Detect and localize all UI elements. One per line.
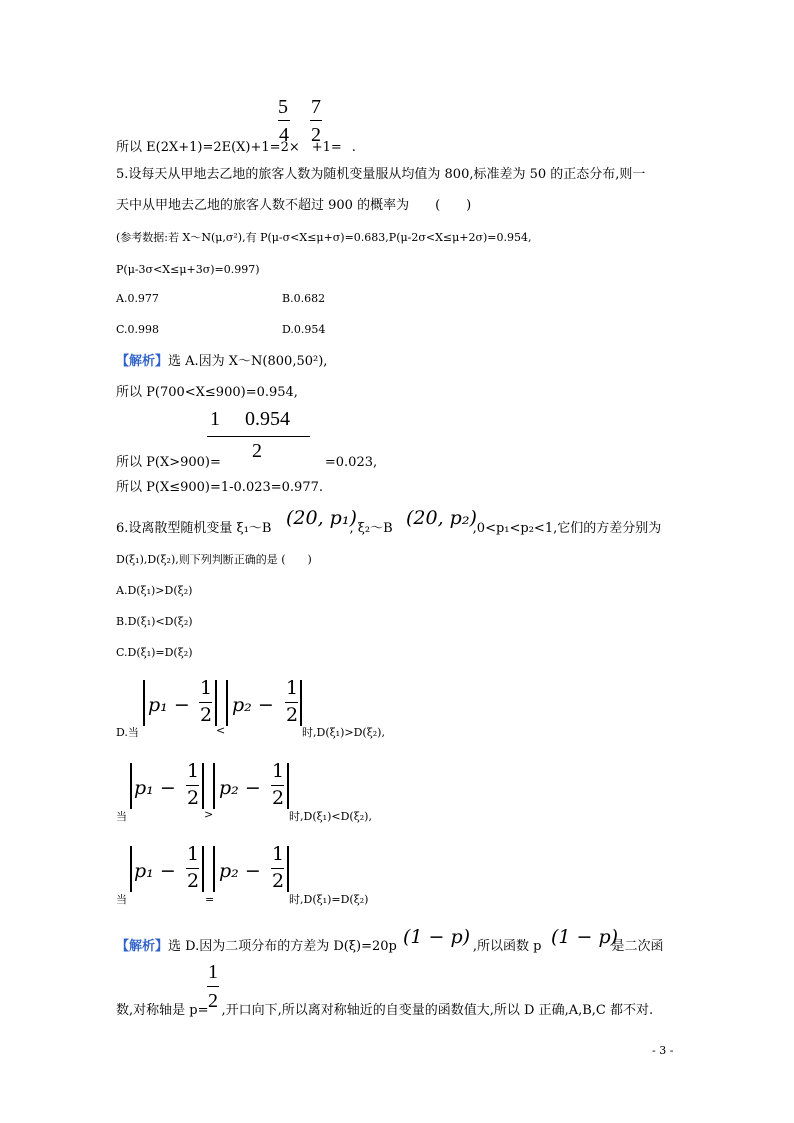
q5-fraction-bar bbox=[207, 436, 310, 437]
half-bar bbox=[186, 868, 199, 869]
abs-expr-p2: p₂ − bbox=[232, 694, 274, 716]
frac2-bar bbox=[310, 120, 322, 121]
half-denominator: 2 bbox=[187, 870, 200, 892]
q6-solution-part-a: 选 D.因为二项分布的方差为 D(ξ)=20p bbox=[168, 939, 397, 954]
q6-case2-relation: > bbox=[204, 808, 214, 821]
frac1-numerator: 5 bbox=[278, 96, 288, 118]
half-numerator: 1 bbox=[286, 677, 299, 699]
q6-stem-line1 bbox=[116, 521, 661, 537]
q5-solution-tag: 【解析】 bbox=[116, 354, 169, 369]
abs-bar-right-1 bbox=[215, 680, 217, 726]
half-denominator: 2 bbox=[286, 704, 299, 726]
q5-option-b: B.0.682 bbox=[282, 292, 326, 305]
q6-solution-part-b: ,所以函数 p bbox=[472, 939, 542, 954]
q6-option-d-relation: < bbox=[216, 724, 226, 737]
half-denominator: 2 bbox=[272, 787, 285, 809]
q5-option-a: A.0.977 bbox=[116, 292, 159, 305]
q6-binom1: (20, p₁) bbox=[286, 507, 357, 529]
q6-half-numerator: 1 bbox=[208, 961, 218, 983]
q6-solution-line1 bbox=[116, 939, 663, 955]
half-denominator: 2 bbox=[200, 704, 213, 726]
q6-half-bar bbox=[207, 986, 219, 987]
q6-case3-suffix: 时,D(ξ₁)=D(ξ₂) bbox=[289, 893, 369, 906]
abs-bar-right-1 bbox=[202, 846, 204, 892]
q5-stem-line2: 天中从甲地去乙地的旅客人数不超过 900 的概率为 ( ) bbox=[116, 198, 472, 213]
q6-option-b: B.D(ξ₁)<D(ξ₂) bbox=[116, 615, 193, 628]
q6-half-denominator: 2 bbox=[208, 990, 218, 1012]
q6-binom2: (20, p₂) bbox=[406, 507, 477, 529]
abs-expr-p2: p₂ − bbox=[219, 860, 261, 882]
q6-solution-part-c: 是二次函 bbox=[611, 939, 664, 954]
half-denominator: 2 bbox=[187, 787, 200, 809]
q6-solution-line2 bbox=[116, 1003, 653, 1019]
q6-solution2-part-b: ,开口向下,所以离对称轴近的自变量的函数值大,所以 D 正确,A,B,C 都不对. bbox=[221, 1003, 654, 1018]
half-bar bbox=[199, 702, 212, 703]
abs-bar-right-2 bbox=[300, 680, 302, 726]
abs-bar-left-1 bbox=[130, 846, 132, 892]
abs-bar-left-2 bbox=[213, 763, 215, 809]
q5-solution-line3 bbox=[116, 455, 377, 471]
half-numerator: 1 bbox=[200, 677, 213, 699]
half-numerator: 1 bbox=[272, 843, 285, 865]
q6-solution-tag: 【解析】 bbox=[116, 939, 169, 954]
frac2-numerator: 7 bbox=[311, 96, 321, 118]
q5-reference-line2: P(μ-3σ<X≤μ+3σ)=0.997) bbox=[116, 263, 260, 276]
q6-solution2-part-a: 数,对称轴是 p= bbox=[116, 1003, 209, 1018]
q6-option-a: A.D(ξ₁)>D(ξ₂) bbox=[116, 584, 193, 597]
q6-stem-part-c: ,0<p₁<p₂<1,它们的方差分别为 bbox=[472, 521, 662, 536]
half-denominator: 2 bbox=[272, 870, 285, 892]
q6-case3-relation: = bbox=[205, 893, 215, 906]
half-bar bbox=[271, 868, 284, 869]
frac1-bar bbox=[278, 120, 290, 121]
half-numerator: 1 bbox=[187, 760, 200, 782]
q5-line3-prefix: 所以 P(X>900)= bbox=[116, 455, 221, 470]
q6-case2-suffix: 时,D(ξ₁)<D(ξ₂), bbox=[289, 810, 372, 823]
abs-bar-right-2 bbox=[287, 763, 289, 809]
abs-expr-p1: p₁ − bbox=[134, 860, 176, 882]
q5-option-d: D.0.954 bbox=[282, 323, 326, 336]
abs-bar-left-2 bbox=[226, 680, 228, 726]
q6-case2-prefix: 当 bbox=[116, 810, 127, 823]
q5-solution-text1: 选 A.因为 X～N(800,50²), bbox=[168, 354, 328, 369]
q5-stem-line1: 5.设每天从甲地去乙地的旅客人数为随机变量服从均值为 800,标准差为 50 的正态分布,则一 bbox=[116, 167, 646, 182]
q6-stem-part-b: , ξ₂～B bbox=[349, 521, 393, 536]
q5-fraction-numerator: 1 0.954 bbox=[210, 408, 290, 430]
abs-expr-p2: p₂ − bbox=[219, 777, 261, 799]
q4-line-end: . bbox=[351, 140, 356, 155]
q6-option-d-suffix: 时,D(ξ₁)>D(ξ₂), bbox=[302, 726, 385, 739]
q6-solution-expr1: (1 − p) bbox=[403, 926, 471, 948]
q6-option-c: C.D(ξ₁)=D(ξ₂) bbox=[116, 646, 193, 659]
half-bar bbox=[186, 785, 199, 786]
abs-bar-right-1 bbox=[202, 763, 204, 809]
abs-bar-right-2 bbox=[287, 846, 289, 892]
abs-bar-left-1 bbox=[143, 680, 145, 726]
page-number: - 3 - bbox=[652, 1044, 674, 1057]
q6-option-d-prefix: D.当 bbox=[116, 726, 139, 739]
q6-stem-line2: D(ξ₁),D(ξ₂),则下列判断正确的是 ( ) bbox=[116, 553, 312, 566]
half-bar bbox=[271, 785, 284, 786]
q5-reference-line1: (参考数据:若 X～N(μ,σ²),有 P(μ-σ<X≤μ+σ)=0.683,P(μ-2σ<X≤μ+2σ)=0.954, bbox=[116, 231, 532, 244]
q5-solution-line1 bbox=[116, 354, 327, 370]
q6-solution-expr2: (1 − p) bbox=[551, 926, 619, 948]
q4-line-prefix: 所以 E(2X+1)=2E(X)+1=2× bbox=[116, 140, 300, 155]
frac2-denominator: 2 bbox=[311, 124, 321, 146]
q6-case3-prefix: 当 bbox=[116, 893, 127, 906]
half-bar bbox=[285, 702, 298, 703]
q5-option-c: C.0.998 bbox=[116, 323, 160, 336]
abs-bar-left-2 bbox=[213, 846, 215, 892]
half-numerator: 1 bbox=[187, 843, 200, 865]
q5-solution-line2: 所以 P(700<X≤900)=0.954, bbox=[116, 385, 298, 400]
q4-result-line bbox=[116, 140, 356, 156]
q5-fraction-denominator: 2 bbox=[252, 440, 262, 462]
q4-line-mid: +1= bbox=[311, 140, 342, 155]
abs-expr-p1: p₁ − bbox=[134, 777, 176, 799]
abs-expr-p1: p₁ − bbox=[148, 694, 190, 716]
half-numerator: 1 bbox=[272, 760, 285, 782]
q6-stem-part-a: 6.设离散型随机变量 ξ₁～B bbox=[116, 521, 272, 536]
q5-line3-suffix: =0.023, bbox=[324, 455, 378, 470]
abs-bar-left-1 bbox=[130, 763, 132, 809]
q5-solution-line4: 所以 P(X≤900)=1-0.023=0.977. bbox=[116, 480, 323, 495]
frac1-denominator: 4 bbox=[279, 124, 289, 146]
